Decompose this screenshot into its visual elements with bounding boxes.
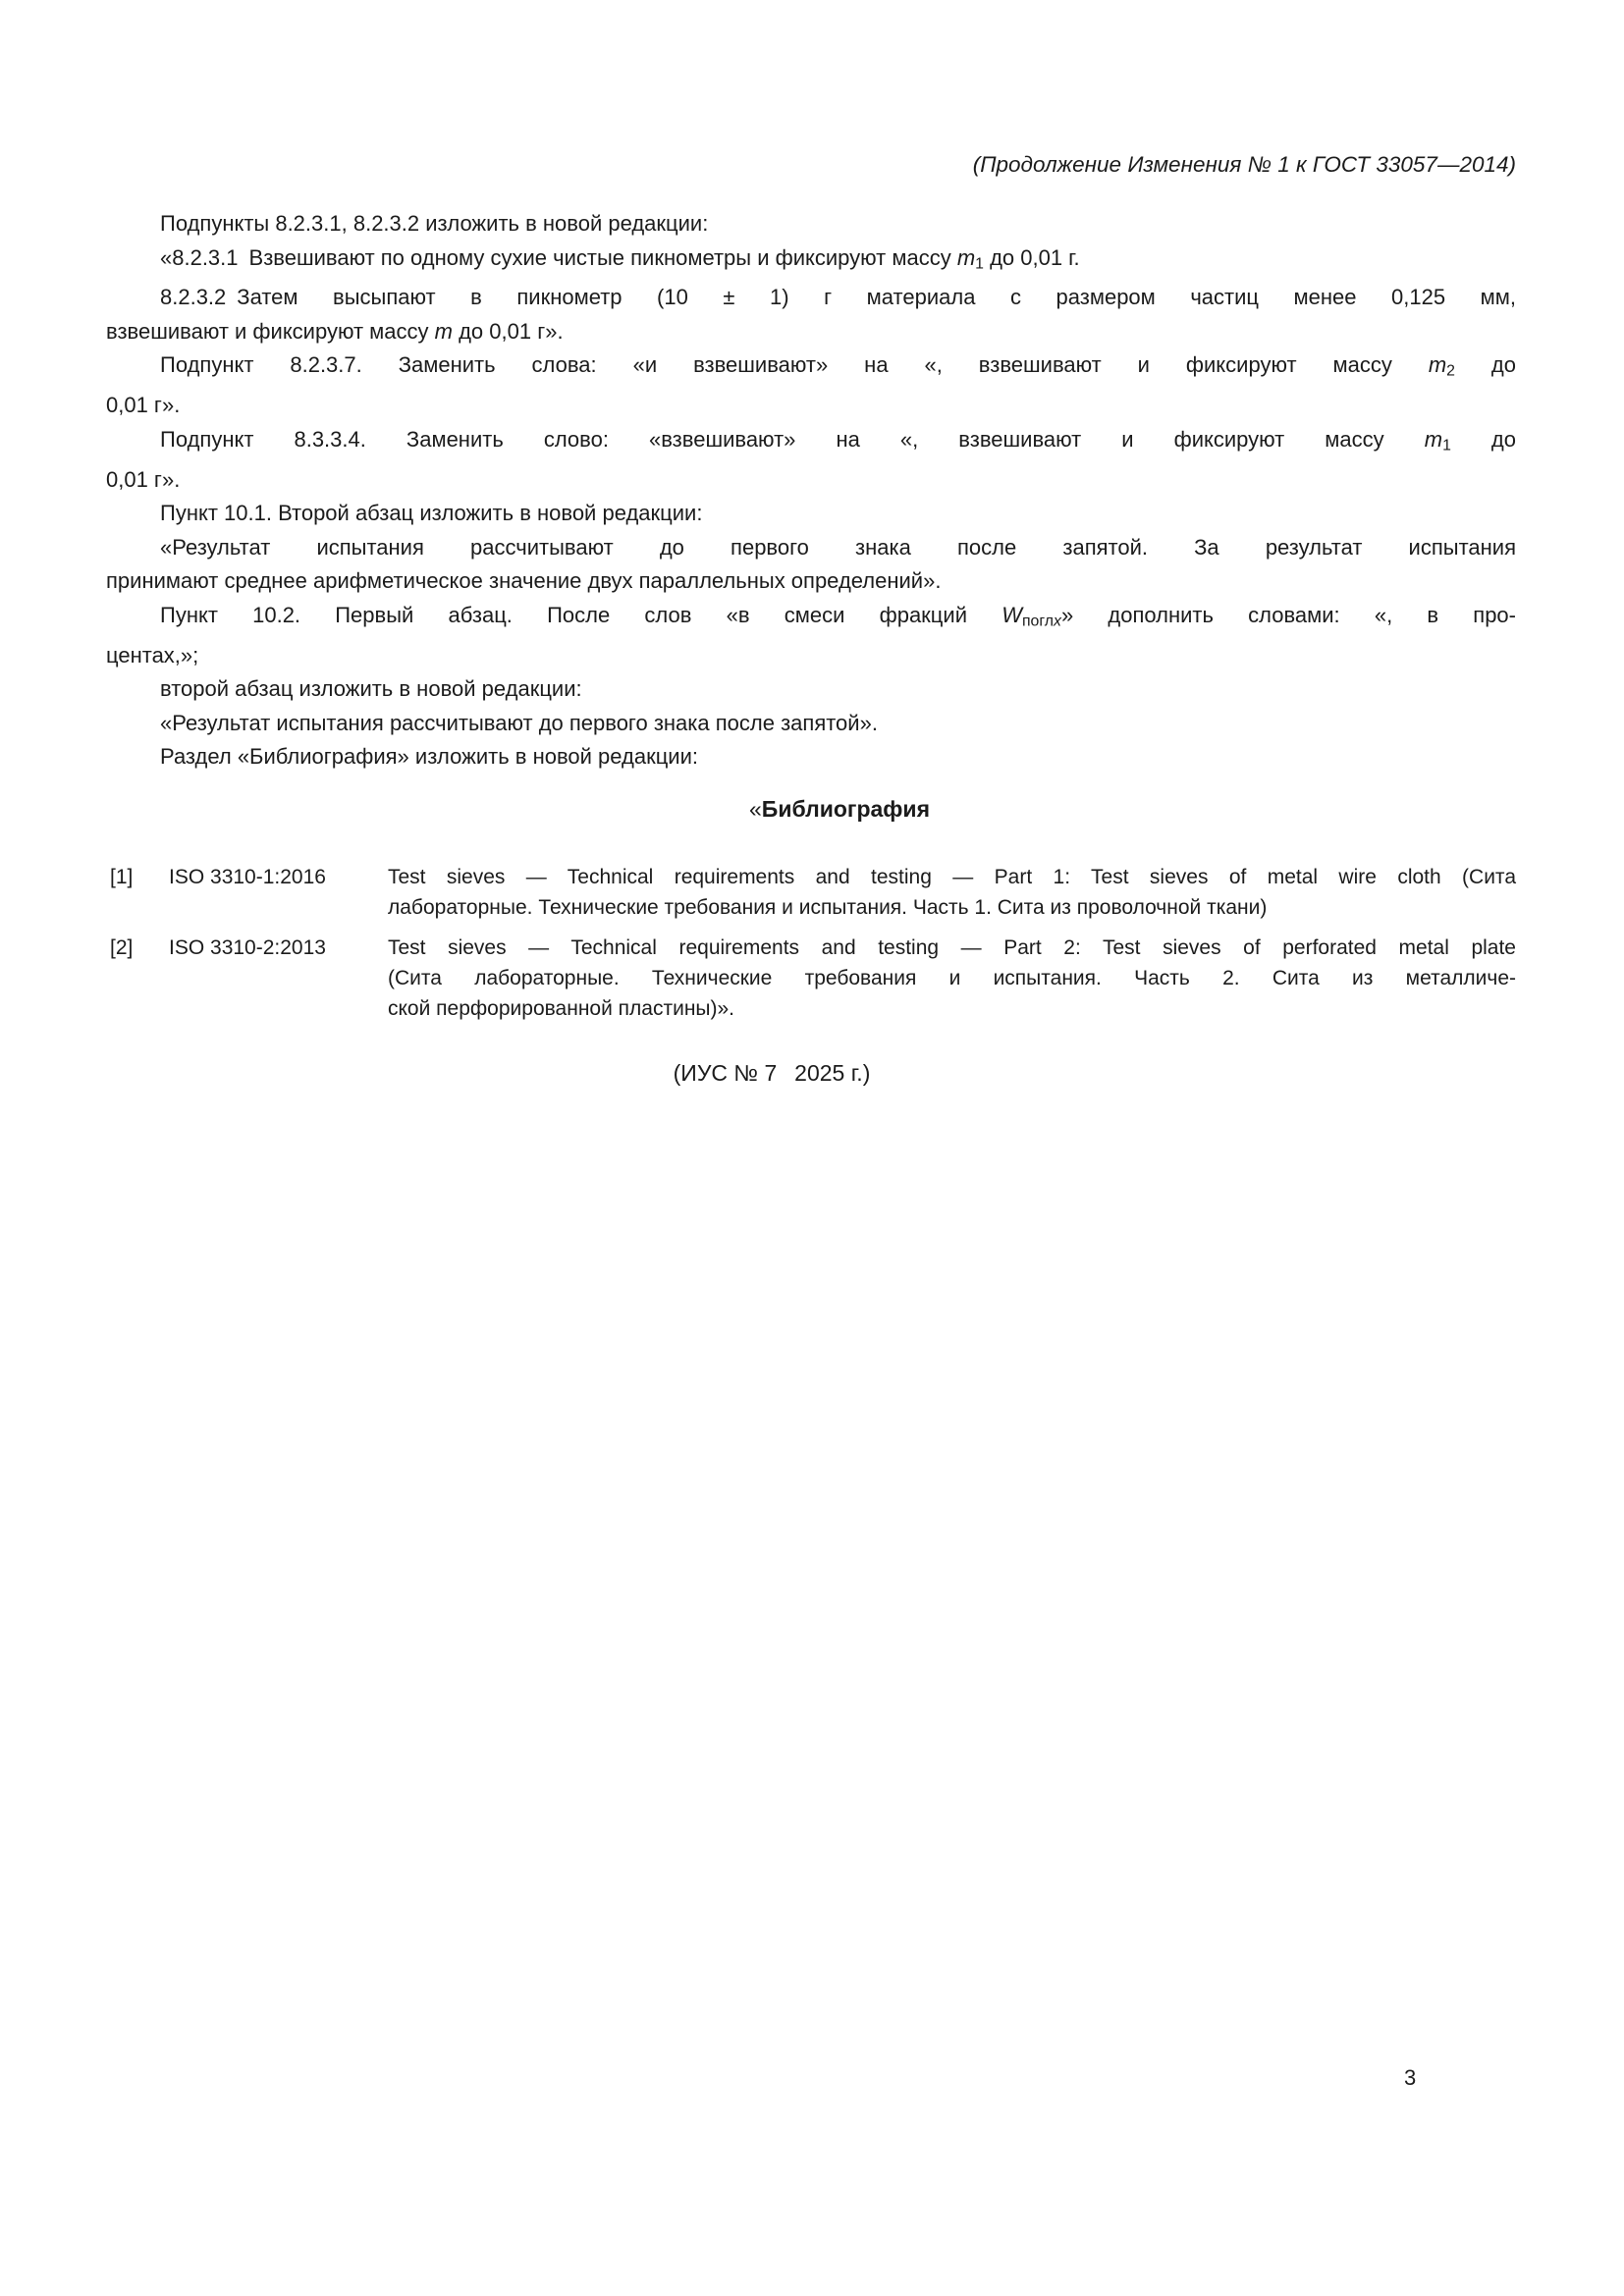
text-segment: взвешивают и фиксируют массу: [106, 318, 435, 344]
text-segment: 8.2.3.2 Затем высыпают в пикнометр (10 ± 1) г материала с размером частиц менее 0,125 мм,: [160, 285, 1516, 310]
formula-segment: m: [956, 244, 976, 270]
bibliography-heading-quote: «: [748, 795, 762, 822]
bibliography-text-line: лабораторные. Технические требования и испытания. Часть 1. Сита из проволочной ткани): [388, 895, 1268, 919]
body-line: [106, 531, 1516, 565]
formula-segment: m: [434, 318, 453, 344]
issue-note-text: (ИУС № 7 2025 г.): [673, 1059, 871, 1086]
body-line: [106, 707, 1516, 741]
main-column: [106, 207, 1516, 1089]
text-segment: Пункт 10.1. Второй абзац изложить в новой редакции:: [160, 501, 703, 526]
bibliography-entry-text: [388, 862, 1516, 923]
text-segment: Подпункты 8.2.3.1, 8.2.3.2 изложить в новой редакции:: [160, 211, 709, 236]
body-text: [106, 207, 1516, 774]
formula-segment: 2: [1446, 362, 1455, 380]
bibliography-text-line: ской перфорированной пластины)».: [388, 996, 735, 1020]
bibliography-text-line: (Сита лабораторные. Технические требования и испытания. Часть 2. Сита из металличе-: [388, 966, 1516, 989]
text-segment: «8.2.3.1 Взвешивают по одному сухие чистые пикнометры и фиксируют массу: [160, 244, 957, 270]
text-segment: » дополнить словами: «, в про-: [1060, 602, 1516, 627]
body-line: [106, 423, 1516, 463]
body-line: [106, 207, 1516, 241]
formula-segment: W: [1001, 602, 1022, 627]
body-line: [106, 463, 1516, 498]
text-segment: 0,01 г».: [106, 466, 181, 492]
bibliography-entry-number: [1]: [110, 865, 134, 888]
issue-note: [106, 1057, 1516, 1089]
text-segment: до: [1454, 352, 1516, 378]
text-segment: Пункт 10.2. Первый абзац. После слов «в смеси фракций: [160, 602, 1002, 627]
text-segment: «Результат испытания рассчитывают до первого знака после запятой».: [160, 710, 878, 735]
bibliography-entry-text: [388, 933, 1516, 1024]
bibliography-entry-code: ISO 3310-2:2013: [169, 935, 326, 959]
bibliography-entry-number: [2]: [110, 935, 134, 959]
body-line: [106, 281, 1516, 315]
body-line: [106, 599, 1516, 639]
continuation-header: (Продолжение Изменения № 1 к ГОСТ 33057—2014): [972, 152, 1516, 177]
bibliography-heading: [106, 792, 1516, 826]
text-segment: до: [1450, 426, 1517, 452]
text-segment: принимают среднее арифметическое значение двух параллельных определений».: [106, 568, 942, 594]
text-segment: до 0,01 г.: [983, 244, 1080, 270]
body-line: [106, 740, 1516, 774]
body-line: [106, 639, 1516, 673]
text-segment: до 0,01 г».: [452, 318, 564, 344]
bibliography-list: [106, 862, 1516, 1024]
formula-segment: x: [1054, 613, 1061, 630]
body-line: [106, 564, 1516, 599]
formula-segment: 1: [975, 254, 984, 272]
bibliography-entry: [110, 933, 1516, 1024]
bibliography-heading-text: Библиография: [761, 795, 930, 822]
bibliography-entry: [110, 862, 1516, 923]
text-segment: Раздел «Библиография» изложить в новой редакции:: [160, 744, 699, 770]
bibliography-entry-code: ISO 3310-1:2016: [169, 865, 326, 888]
bibliography-text-line: Test sieves — Technical requirements and testing — Part 1: Test sieves of metal wire cloth (Сита: [388, 865, 1516, 888]
page-number: 3: [1404, 2065, 1417, 2090]
text-segment: Подпункт 8.2.3.7. Заменить слова: «и взвешивают» на «, взвешивают и фиксируют массу: [160, 352, 1429, 378]
body-line: [106, 672, 1516, 707]
text-segment: второй абзац изложить в новой редакции:: [160, 676, 582, 702]
body-line: [106, 315, 1516, 349]
formula-segment: 1: [1442, 437, 1451, 454]
text-segment: центах,»;: [106, 642, 199, 667]
text-segment: Подпункт 8.3.3.4. Заменить слово: «взвешивают» на «, взвешивают и фиксируют массу: [160, 426, 1425, 452]
body-line: [106, 497, 1516, 531]
body-line: [106, 241, 1516, 282]
formula-segment: погл: [1021, 613, 1055, 630]
text-segment: 0,01 г».: [106, 393, 181, 418]
bibliography-text-line: Test sieves — Technical requirements and testing — Part 2: Test sieves of perforated metal plate: [388, 935, 1516, 959]
body-line: [106, 389, 1516, 423]
text-segment: «Результат испытания рассчитывают до первого знака после запятой. За результат испытания: [160, 534, 1516, 560]
formula-segment: m: [1424, 426, 1443, 452]
formula-segment: m: [1428, 352, 1447, 378]
body-line: [106, 348, 1516, 389]
